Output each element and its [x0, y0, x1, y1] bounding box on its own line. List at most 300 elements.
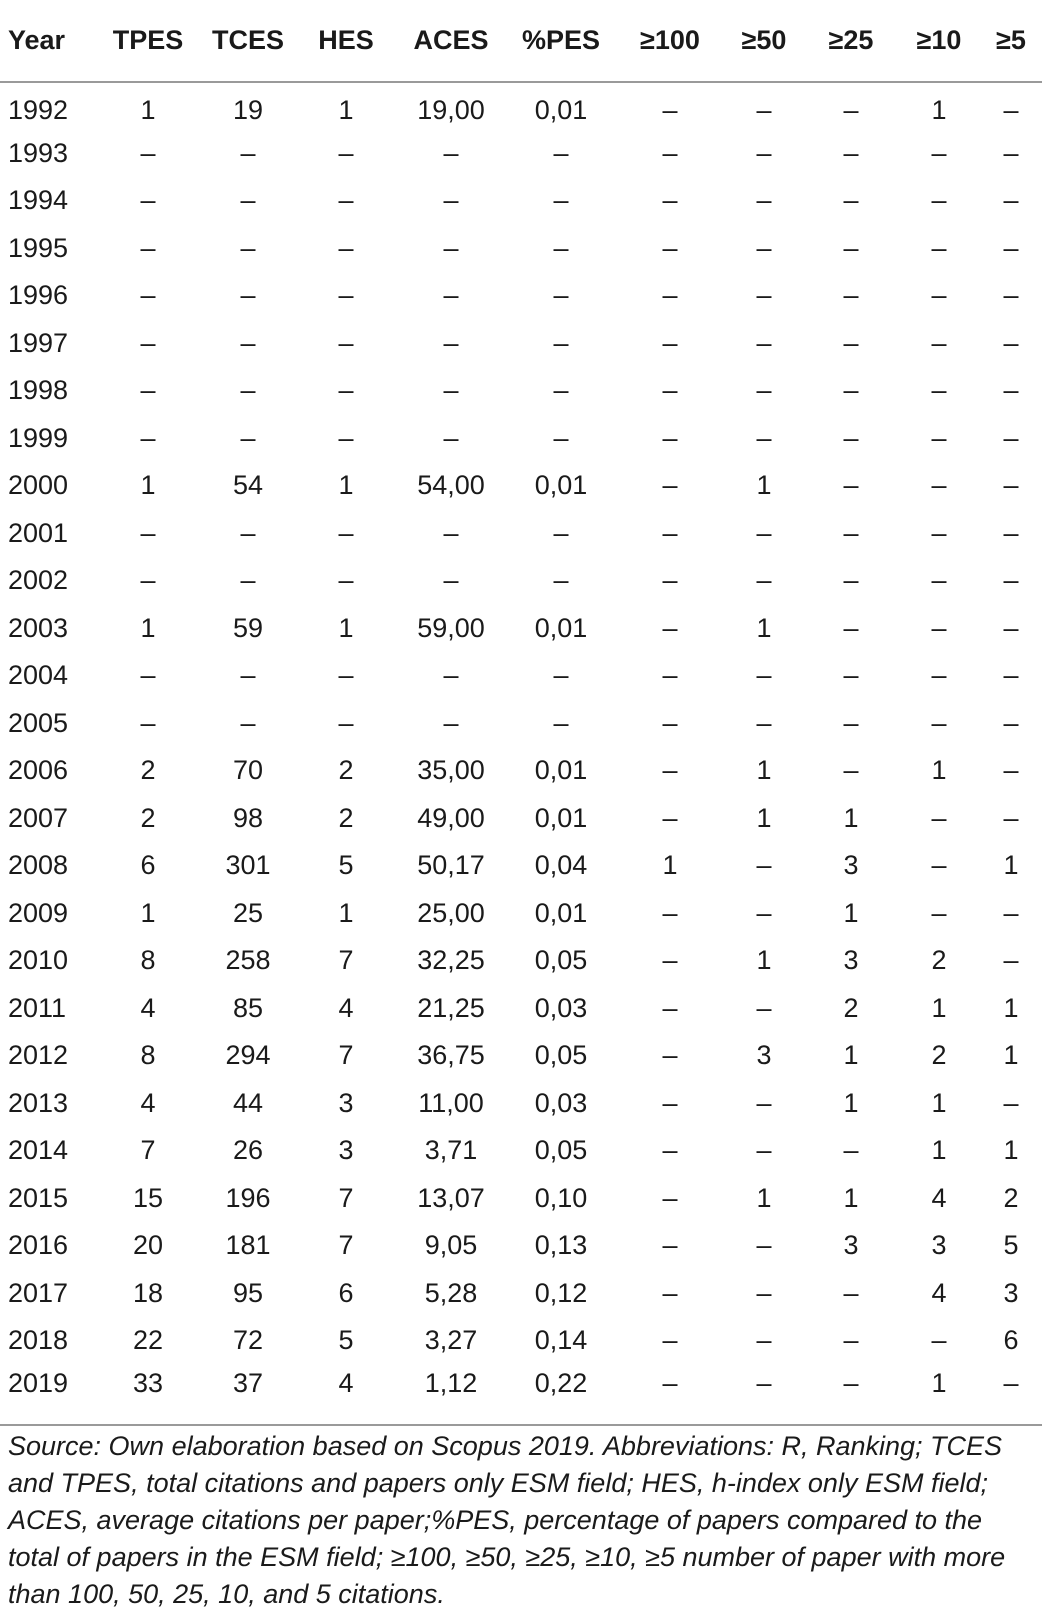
column-header: ≥10: [898, 0, 980, 82]
year-cell: 2019: [8, 1367, 69, 1398]
table-cell: –: [140, 660, 156, 691]
table-cell: –: [240, 517, 256, 548]
table-cell: –: [756, 897, 772, 928]
table-row: [0, 1365, 1042, 1413]
table-cell: –: [662, 1230, 678, 1261]
table-cell: –: [338, 660, 354, 691]
table-row: [0, 130, 1042, 178]
table-cell: 54,00: [417, 470, 485, 501]
table-cell: –: [140, 232, 156, 263]
table-cell: –: [843, 612, 859, 643]
column-header: ≥5: [980, 0, 1042, 82]
table-cell: –: [1003, 660, 1019, 691]
table-cell: –: [756, 660, 772, 691]
table-cell: 4: [338, 1367, 354, 1398]
table-row: [0, 937, 1042, 985]
table-cell: –: [662, 945, 678, 976]
table-cell: 0,01: [534, 897, 588, 928]
table-cell: –: [843, 565, 859, 596]
table-cell: 35,00: [417, 755, 485, 786]
table-cell: 1: [338, 470, 354, 501]
table-cell: 1: [1003, 1135, 1019, 1166]
table-cell: –: [931, 660, 947, 691]
table-cell: –: [240, 707, 256, 738]
table-cell: –: [931, 850, 947, 881]
table-cell: –: [553, 280, 569, 311]
table-row: [0, 225, 1042, 273]
table-cell: –: [756, 375, 772, 406]
table-cell: 0,05: [534, 945, 588, 976]
table-cell: –: [662, 327, 678, 358]
table-cell: –: [662, 612, 678, 643]
table-cell: –: [756, 137, 772, 168]
table-cell: 5: [338, 850, 354, 881]
table-cell: –: [553, 137, 569, 168]
column-header: %PES: [506, 0, 616, 82]
table-cell: –: [843, 470, 859, 501]
table-cell: –: [756, 185, 772, 216]
table-row: [0, 415, 1042, 463]
table-cell: 50,17: [417, 850, 485, 881]
table-cell: 1: [662, 850, 678, 881]
table-cell: –: [443, 517, 459, 548]
table-cell: –: [931, 470, 947, 501]
table-cell: –: [443, 137, 459, 168]
table-cell: –: [756, 992, 772, 1023]
table-cell: –: [140, 137, 156, 168]
table-cell: 2: [843, 992, 859, 1023]
table-cell: –: [662, 185, 678, 216]
column-header: ≥25: [804, 0, 898, 82]
table-cell: 0,01: [534, 755, 588, 786]
table-cell: 1: [843, 897, 859, 928]
table-cell: –: [240, 137, 256, 168]
table-cell: 98: [232, 802, 264, 833]
table-cell: –: [662, 1325, 678, 1356]
table-cell: –: [756, 707, 772, 738]
table-cell: –: [662, 375, 678, 406]
table-cell: 1: [931, 755, 947, 786]
table-row: [0, 985, 1042, 1033]
table-cell: 3: [756, 1040, 772, 1071]
table-cell: 1: [931, 1135, 947, 1166]
table-cell: –: [553, 185, 569, 216]
table-cell: 5,28: [424, 1277, 478, 1308]
table-cell: –: [1003, 897, 1019, 928]
table-cell: –: [1003, 1367, 1019, 1398]
table-row: [0, 320, 1042, 368]
year-cell: 2013: [8, 1087, 69, 1118]
table-cell: –: [843, 1277, 859, 1308]
year-cell: 2012: [8, 1040, 69, 1071]
table-cell: –: [338, 422, 354, 453]
table-cell: 1: [931, 1367, 947, 1398]
table-cell: 0,22: [534, 1367, 588, 1398]
table-cell: 1: [931, 1087, 947, 1118]
table-cell: –: [338, 565, 354, 596]
table-cell: –: [843, 94, 859, 125]
table-cell: –: [140, 565, 156, 596]
table-cell: –: [140, 280, 156, 311]
year-cell: 1995: [8, 232, 69, 263]
table-row: [0, 1127, 1042, 1175]
table-cell: 1: [843, 1087, 859, 1118]
table-cell: 7: [338, 1182, 354, 1213]
year-cell: 2009: [8, 897, 69, 928]
table-cell: –: [240, 660, 256, 691]
table-cell: 4: [931, 1182, 947, 1213]
table-row: [0, 272, 1042, 320]
table-cell: –: [843, 1135, 859, 1166]
table-cell: 5: [338, 1325, 354, 1356]
table-cell: –: [931, 422, 947, 453]
table-row: [0, 462, 1042, 510]
table-cell: –: [443, 232, 459, 263]
table-cell: –: [662, 1087, 678, 1118]
table-row: [0, 82, 1042, 130]
table-cell: 9,05: [424, 1230, 478, 1261]
table-cell: 3: [338, 1087, 354, 1118]
table-cell: –: [240, 565, 256, 596]
table-cell: 8: [140, 1040, 156, 1071]
table-cell: –: [931, 327, 947, 358]
year-cell: 2011: [8, 992, 67, 1023]
table-cell: 70: [232, 755, 264, 786]
table-cell: 0,05: [534, 1135, 588, 1166]
table-cell: 2: [140, 802, 156, 833]
table-cell: –: [843, 755, 859, 786]
year-cell: 2008: [8, 850, 69, 881]
table-cell: –: [843, 185, 859, 216]
table-cell: 0,05: [534, 1040, 588, 1071]
table-cell: 13,07: [417, 1182, 485, 1213]
table-cell: –: [443, 707, 459, 738]
table-cell: –: [931, 802, 947, 833]
year-cell: 2018: [8, 1325, 69, 1356]
table-cell: 1: [756, 612, 772, 643]
table-cell: –: [443, 280, 459, 311]
table-cell: 8: [140, 945, 156, 976]
table-cell: 25: [232, 897, 264, 928]
table-cell: –: [1003, 755, 1019, 786]
table-cell: 1: [843, 1040, 859, 1071]
table-cell: 36,75: [417, 1040, 485, 1071]
table-cell: 1,12: [424, 1367, 478, 1398]
table-cell: –: [240, 327, 256, 358]
table-cell: –: [553, 565, 569, 596]
table-cell: 2: [931, 945, 947, 976]
table-cell: –: [843, 375, 859, 406]
table-cell: –: [931, 137, 947, 168]
table-cell: 1: [756, 1182, 772, 1213]
table-row: [0, 1032, 1042, 1080]
table-cell: 1: [140, 94, 156, 125]
table-cell: 2: [931, 1040, 947, 1071]
column-header: Year: [0, 0, 96, 82]
year-cell: 2005: [8, 707, 69, 738]
table-cell: –: [1003, 470, 1019, 501]
table-cell: –: [756, 1135, 772, 1166]
table-cell: –: [931, 565, 947, 596]
table-cell: 1: [756, 802, 772, 833]
table-cell: 1: [140, 897, 156, 928]
table-cell: 1: [1003, 992, 1019, 1023]
table-cell: 6: [1003, 1325, 1019, 1356]
table-cell: 6: [338, 1277, 354, 1308]
table-cell: 3: [338, 1135, 354, 1166]
table-row: [0, 747, 1042, 795]
table-cell: –: [662, 94, 678, 125]
table-cell: –: [1003, 707, 1019, 738]
table-cell: –: [756, 327, 772, 358]
table-cell: –: [1003, 280, 1019, 311]
year-cell: 2006: [8, 755, 69, 786]
table-cell: 7: [338, 1040, 354, 1071]
table-cell: –: [338, 185, 354, 216]
table-cell: 258: [225, 945, 271, 976]
table-cell: 0,04: [534, 850, 588, 881]
table-cell: –: [1003, 1087, 1019, 1118]
table-cell: 19,00: [417, 94, 485, 125]
table-cell: –: [843, 660, 859, 691]
table-cell: –: [1003, 612, 1019, 643]
table-cell: –: [1003, 185, 1019, 216]
table-footnote: Source: Own elaboration based on Scopus 2019. Abbreviations: R, Ranking; TCES and TPES, total citations and papers only ESM field; HES, h-index only ESM field; ACES, average citations per paper;%PES, percentage of papers compared to the total of papers in the ESM field; ≥100, ≥50, ≥25, ≥10, ≥5 number of paper with more than 100, 50, 25, 10, and 5 citations.: [8, 1431, 1006, 1609]
table-row: [0, 177, 1042, 225]
table-cell: –: [662, 1367, 678, 1398]
table-row: [0, 1317, 1042, 1365]
table-cell: 3: [843, 850, 859, 881]
table-cell: 1: [140, 612, 156, 643]
table-cell: 2: [140, 755, 156, 786]
year-cell: 2015: [8, 1182, 69, 1213]
table-cell: 0,14: [534, 1325, 588, 1356]
table-cell: 26: [232, 1135, 264, 1166]
table-cell: –: [756, 1277, 772, 1308]
table-cell: –: [662, 707, 678, 738]
year-cell: 1992: [8, 94, 69, 125]
table-cell: –: [443, 660, 459, 691]
table-cell: 11,00: [418, 1087, 484, 1118]
table-cell: –: [662, 517, 678, 548]
table-cell: –: [843, 232, 859, 263]
table-cell: –: [338, 707, 354, 738]
table-cell: 0,12: [534, 1277, 588, 1308]
table-cell: –: [1003, 422, 1019, 453]
table-row: [0, 652, 1042, 700]
year-cell: 1997: [8, 327, 69, 358]
table-cell: 7: [140, 1135, 156, 1166]
table-row: [0, 1080, 1042, 1128]
table-cell: –: [240, 280, 256, 311]
table-cell: –: [931, 517, 947, 548]
table-cell: 44: [232, 1087, 264, 1118]
table-cell: 294: [225, 1040, 271, 1071]
table-cell: 59: [232, 612, 264, 643]
year-cell: 2004: [8, 660, 69, 691]
table-cell: –: [662, 1040, 678, 1071]
year-cell: 2016: [8, 1230, 69, 1261]
table-row: [0, 700, 1042, 748]
table-cell: –: [756, 422, 772, 453]
table-cell: –: [756, 1325, 772, 1356]
table-cell: 6: [140, 850, 156, 881]
table-cell: –: [553, 232, 569, 263]
table-cell: –: [553, 327, 569, 358]
table-cell: –: [843, 137, 859, 168]
table-cell: –: [843, 1325, 859, 1356]
table-cell: 1: [140, 470, 156, 501]
year-cell: 2017: [8, 1277, 69, 1308]
table-cell: 1: [1003, 1040, 1019, 1071]
table-cell: –: [756, 1230, 772, 1261]
table-cell: 25,00: [417, 897, 485, 928]
column-header: TPES: [96, 0, 200, 82]
table-cell: –: [662, 565, 678, 596]
table-cell: –: [843, 1367, 859, 1398]
table-cell: 3,27: [424, 1325, 478, 1356]
year-cell: 2002: [8, 565, 69, 596]
table-cell: –: [662, 470, 678, 501]
table-cell: 3: [843, 1230, 859, 1261]
table-cell: 3: [843, 945, 859, 976]
year-cell: 2014: [8, 1135, 69, 1166]
year-cell: 2001: [8, 517, 69, 548]
table-cell: –: [843, 707, 859, 738]
table-cell: 1: [756, 755, 772, 786]
table-cell: 20: [132, 1230, 164, 1261]
table-cell: –: [338, 232, 354, 263]
table-header: [0, 0, 1042, 82]
column-header: ≥50: [724, 0, 804, 82]
table-cell: –: [338, 517, 354, 548]
table-cell: 37: [232, 1367, 264, 1398]
table-cell: –: [338, 327, 354, 358]
table-row: [0, 1270, 1042, 1318]
table-cell: –: [756, 280, 772, 311]
table-cell: 1: [931, 94, 947, 125]
table-cell: 15: [132, 1182, 164, 1213]
table-cell: 1: [843, 802, 859, 833]
table-cell: 301: [225, 850, 271, 881]
table-cell: 3: [931, 1230, 947, 1261]
table-cell: –: [931, 612, 947, 643]
table-cell: 1: [338, 94, 354, 125]
table-cell: –: [662, 802, 678, 833]
table-cell: –: [553, 660, 569, 691]
table-cell: –: [140, 707, 156, 738]
footnote-divider: [0, 1424, 1042, 1426]
table-cell: 59,00: [417, 612, 485, 643]
table-row: [0, 890, 1042, 938]
table-cell: 0,03: [534, 992, 588, 1023]
table-cell: –: [662, 137, 678, 168]
table-row: [0, 1222, 1042, 1270]
table-cell: 0,01: [534, 612, 588, 643]
table-cell: –: [662, 232, 678, 263]
table-cell: 49,00: [417, 802, 485, 833]
column-header: ≥100: [616, 0, 724, 82]
table-cell: 4: [931, 1277, 947, 1308]
table-cell: –: [443, 185, 459, 216]
table-cell: –: [931, 1325, 947, 1356]
table-cell: –: [662, 1182, 678, 1213]
table-cell: 72: [232, 1325, 264, 1356]
table-cell: –: [338, 280, 354, 311]
table-cell: 95: [232, 1277, 264, 1308]
table-cell: 21,25: [417, 992, 485, 1023]
table-cell: 0,03: [534, 1087, 588, 1118]
table-cell: 7: [338, 945, 354, 976]
table-cell: –: [1003, 94, 1019, 125]
table-cell: –: [443, 327, 459, 358]
table-cell: –: [1003, 565, 1019, 596]
table-cell: –: [553, 517, 569, 548]
table-cell: –: [443, 375, 459, 406]
table-cell: 4: [140, 1087, 156, 1118]
table-cell: –: [662, 280, 678, 311]
table-cell: –: [1003, 375, 1019, 406]
column-header: HES: [296, 0, 396, 82]
table-cell: –: [338, 137, 354, 168]
table-cell: 0,10: [534, 1182, 588, 1213]
table-cell: –: [931, 897, 947, 928]
year-cell: 1994: [8, 185, 69, 216]
table-cell: –: [1003, 945, 1019, 976]
table-cell: –: [662, 1135, 678, 1166]
table-cell: –: [843, 280, 859, 311]
table-cell: 33: [132, 1367, 164, 1398]
table-cell: 7: [338, 1230, 354, 1261]
table-cell: –: [240, 422, 256, 453]
table-cell: –: [240, 232, 256, 263]
table-cell: –: [662, 422, 678, 453]
table-cell: –: [756, 1367, 772, 1398]
table-cell: 1: [338, 897, 354, 928]
table-cell: –: [443, 565, 459, 596]
table-cell: –: [843, 422, 859, 453]
table-cell: 5: [1003, 1230, 1019, 1261]
table-cell: 22: [132, 1325, 164, 1356]
table-row: [0, 1175, 1042, 1223]
table-cell: 181: [225, 1230, 271, 1261]
table-cell: –: [931, 280, 947, 311]
table-cell: –: [756, 94, 772, 125]
table-row: [0, 367, 1042, 415]
table-cell: –: [931, 707, 947, 738]
table-cell: –: [240, 375, 256, 406]
table-cell: 196: [225, 1182, 271, 1213]
table-row: [0, 557, 1042, 605]
table-cell: –: [756, 565, 772, 596]
table-cell: –: [1003, 137, 1019, 168]
table-cell: 0,13: [534, 1230, 588, 1261]
table-cell: –: [662, 1277, 678, 1308]
column-header: ACES: [396, 0, 506, 82]
table-cell: –: [843, 327, 859, 358]
year-cell: 2007: [8, 802, 69, 833]
year-cell: 1999: [8, 422, 69, 453]
table-cell: –: [662, 897, 678, 928]
table-cell: –: [662, 992, 678, 1023]
year-cell: 1993: [8, 137, 69, 168]
table-cell: –: [843, 517, 859, 548]
table-cell: –: [140, 422, 156, 453]
table-cell: 1: [931, 992, 947, 1023]
table-cell: –: [338, 375, 354, 406]
table-cell: –: [140, 185, 156, 216]
year-cell: 2000: [8, 470, 69, 501]
